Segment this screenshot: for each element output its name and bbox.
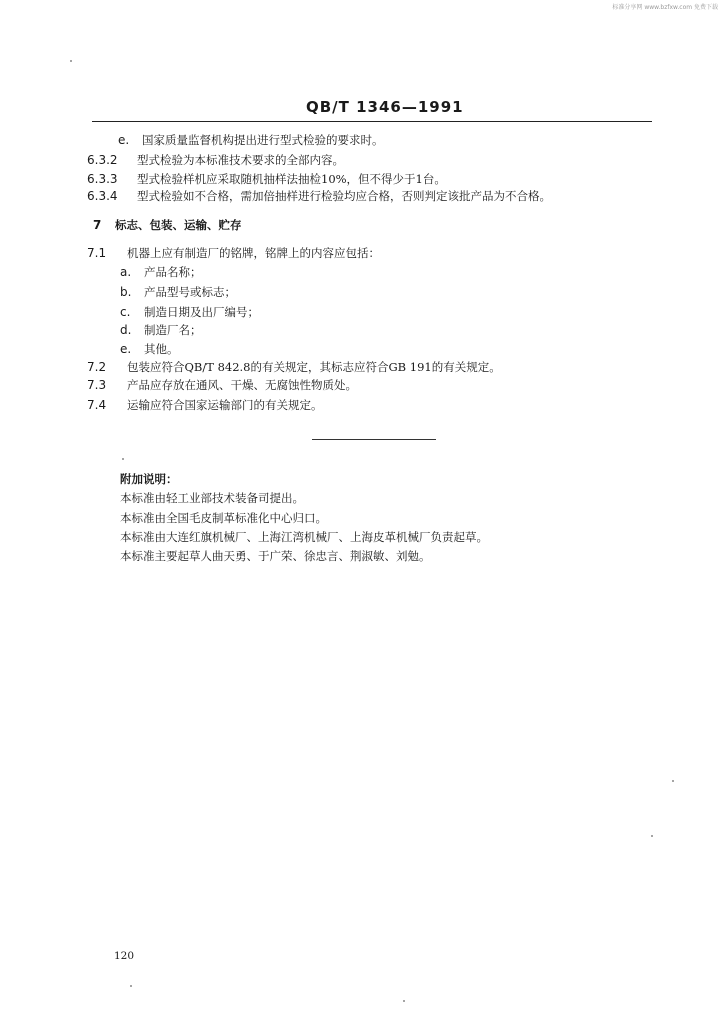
clause-7-3 <box>87 378 357 392</box>
item-text: 制造日期及出厂编号； <box>144 305 259 319</box>
clause-number: 7.3 <box>87 378 107 392</box>
list-item <box>120 265 202 279</box>
item-number: b. <box>120 285 132 299</box>
note-line: 本标准由大连红旗机械厂、上海江湾机械厂、上海皮革机械厂负责起草。 <box>120 530 488 544</box>
item-number: c. <box>120 305 131 319</box>
item-number: a. <box>120 265 132 279</box>
item-text: 产品型号或标志； <box>144 285 236 299</box>
note-line: 本标准主要起草人曲天勇、于广荣、徐忠言、荆淑敏、刘勉。 <box>120 549 431 563</box>
clause-7-4 <box>87 398 323 412</box>
clause-text: 机器上应有制造厂的铭牌，铭牌上的内容应包括： <box>127 246 380 260</box>
watermark: 标准分享网 www.bzfxw.com 免费下载 <box>612 4 718 11</box>
item-text: 制造厂名； <box>144 323 202 337</box>
clause-7-1 <box>87 246 380 260</box>
clause-text: 产品应存放在通风、干燥、无腐蚀性物质处。 <box>127 378 357 392</box>
clause-text: 型式检验为本标准技术要求的全部内容。 <box>137 153 344 167</box>
clause-text: 型式检验如不合格，需加倍抽样进行检验均应合格，否则判定该批产品为不合格。 <box>137 189 551 203</box>
clause-6-3-4 <box>87 189 551 203</box>
scan-speck <box>122 458 124 460</box>
section-title: 标志、包装、运输、贮存 <box>115 218 242 232</box>
header-rule <box>92 121 652 122</box>
scan-speck <box>672 780 674 782</box>
note-line: 本标准由全国毛皮制革标准化中心归口。 <box>120 511 327 525</box>
item-number: d. <box>120 323 132 337</box>
clause-text: 包装应符合QB/T 842.8的有关规定，其标志应符合GB 191的有关规定。 <box>127 360 501 374</box>
clause-6-3-2 <box>87 153 344 167</box>
clause-number: 7.2 <box>87 360 107 374</box>
item-number: e. <box>118 133 130 147</box>
item-text: 其他。 <box>144 342 179 356</box>
section-number: 7 <box>93 218 102 232</box>
note-line: 本标准由轻工业部技术装备司提出。 <box>120 491 304 505</box>
list-item <box>120 305 259 319</box>
clause-7-2 <box>87 360 501 374</box>
page-number: 120 <box>114 950 135 962</box>
notes-title: 附加说明： <box>120 472 178 486</box>
list-item <box>118 133 384 147</box>
standard-header: QB/T 1346—1991 <box>306 98 464 116</box>
scan-speck <box>70 60 72 62</box>
clause-text: 运输应符合国家运输部门的有关规定。 <box>127 398 323 412</box>
clause-text: 型式检验样机应采取随机抽样法抽检10%，但不得少于1台。 <box>137 172 446 186</box>
clause-number: 7.1 <box>87 246 107 260</box>
item-text: 国家质量监督机构提出进行型式检验的要求时。 <box>142 133 384 147</box>
clause-6-3-3 <box>87 172 446 186</box>
clause-number: 7.4 <box>87 398 107 412</box>
clause-number: 6.3.3 <box>87 172 118 186</box>
scan-speck <box>130 985 132 987</box>
item-text: 产品名称； <box>144 265 202 279</box>
scan-speck <box>651 835 653 837</box>
end-rule <box>312 439 436 440</box>
list-item <box>120 323 202 337</box>
item-number: e. <box>120 342 132 356</box>
scan-speck <box>403 1000 405 1002</box>
list-item <box>120 285 236 299</box>
list-item <box>120 342 179 356</box>
section-7-heading <box>93 218 242 232</box>
clause-number: 6.3.2 <box>87 153 118 167</box>
clause-number: 6.3.4 <box>87 189 118 203</box>
